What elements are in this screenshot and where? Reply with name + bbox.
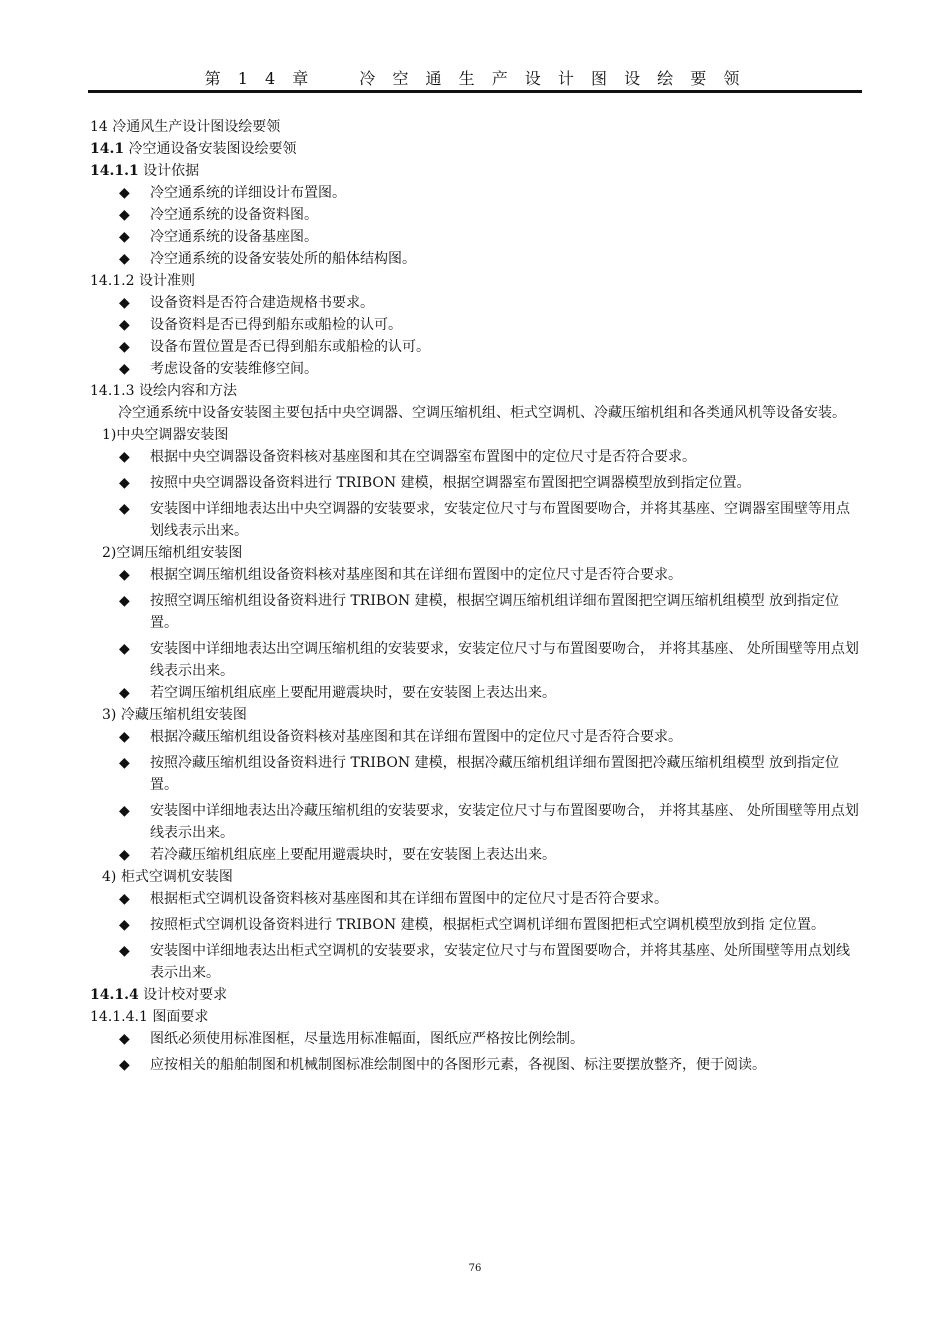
page-number: 76 bbox=[468, 1263, 482, 1274]
document-body bbox=[90, 116, 860, 1076]
subheading-cabinet-air-conditioner: 4) 柜式空调机安装图 bbox=[102, 869, 233, 885]
diamond-bullet-icon: ◆ bbox=[119, 317, 130, 333]
diamond-bullet-icon: ◆ bbox=[119, 729, 130, 745]
heading-14-1-4-title: 设计校对要求 bbox=[138, 987, 228, 1003]
heading-14-1-4-1: 14.1.4.1 图面要求 bbox=[90, 1009, 209, 1025]
diamond-bullet-icon: ◆ bbox=[119, 593, 130, 609]
list-item: ◆ 设备资料是否已得到船东或船检的认可。 bbox=[90, 314, 860, 336]
chapter-number: 第 1 4 章 bbox=[204, 69, 315, 88]
diamond-bullet-icon: ◆ bbox=[119, 185, 130, 201]
list-item: ◆ 冷空通系统的设备基座图。 bbox=[90, 226, 860, 248]
subheading-refrigeration-compressor: 3) 冷藏压缩机组安装图 bbox=[102, 707, 247, 723]
heading-14-1-3: 14.1.3 设绘内容和方法 bbox=[90, 383, 237, 399]
diamond-bullet-icon: ◆ bbox=[119, 501, 130, 517]
list-item: ◆ 根据空调压缩机组设备资料核对基座图和其在详细布置图中的定位尺寸是否符合要求。 bbox=[90, 564, 860, 586]
heading-14-1-4 bbox=[90, 984, 860, 1006]
heading-14-1-4-number: 14.1.4 bbox=[90, 987, 139, 1003]
list-item: ◆ 按照冷藏压缩机组设备资料进行 TRIBON 建模，根据冷藏压缩机组详细布置图把冷藏压缩机组模型 放到指定位置。 bbox=[90, 752, 860, 796]
list-item: ◆ 冷空通系统的详细设计布置图。 bbox=[90, 182, 860, 204]
diamond-bullet-icon: ◆ bbox=[119, 943, 130, 959]
list-item: ◆ 安装图中详细地表达出空调压缩机组的安装要求，安装定位尺寸与布置图要吻合， 并将其基座、 处所围壁等用点划线表示出来。 bbox=[90, 638, 860, 682]
diamond-bullet-icon: ◆ bbox=[119, 1031, 130, 1047]
diamond-bullet-icon: ◆ bbox=[119, 803, 130, 819]
heading-14-1-1-title: 设计依据 bbox=[138, 163, 200, 179]
list-item: ◆ 根据柜式空调机设备资料核对基座图和其在详细布置图中的定位尺寸是否符合要求。 bbox=[90, 888, 860, 910]
list-item: ◆ 图纸必须使用标准图框，尽量选用标准幅面，图纸应严格按比例绘制。 bbox=[90, 1028, 860, 1050]
diamond-bullet-icon: ◆ bbox=[119, 755, 130, 771]
list-item: ◆ 根据中央空调器设备资料核对基座图和其在空调器室布置图中的定位尺寸是否符合要求。 bbox=[90, 446, 860, 468]
diamond-bullet-icon: ◆ bbox=[119, 229, 130, 245]
heading-14-1-number: 14.1 bbox=[90, 141, 125, 157]
diamond-bullet-icon: ◆ bbox=[119, 449, 130, 465]
diamond-bullet-icon: ◆ bbox=[119, 567, 130, 583]
list-item: ◆ 设备资料是否符合建造规格书要求。 bbox=[90, 292, 860, 314]
subheading-central-air-conditioner: 1)中央空调器安装图 bbox=[102, 427, 229, 443]
list-item: ◆ 按照中央空调器设备资料进行 TRIBON 建模，根据空调器室布置图把空调器模型放到指定位置。 bbox=[90, 472, 860, 494]
intro-paragraph: 冷空通系统中设备安装图主要包括中央空调器、空调压缩机组、柜式空调机、冷藏压缩机组和各类通风机等设备安装。 bbox=[118, 405, 846, 421]
diamond-bullet-icon: ◆ bbox=[119, 361, 130, 377]
heading-14: 14 冷通风生产设计图设绘要领 bbox=[90, 119, 281, 135]
list-item: ◆ 若空调压缩机组底座上要配用避震块时，要在安装图上表达出来。 bbox=[90, 682, 860, 704]
diamond-bullet-icon: ◆ bbox=[119, 685, 130, 701]
heading-14-1-title: 冷空通设备安装图设绘要领 bbox=[124, 141, 297, 157]
list-item: ◆ 根据冷藏压缩机组设备资料核对基座图和其在详细布置图中的定位尺寸是否符合要求。 bbox=[90, 726, 860, 748]
diamond-bullet-icon: ◆ bbox=[119, 847, 130, 863]
subheading-ac-compressor: 2)空调压缩机组安装图 bbox=[102, 545, 243, 561]
diamond-bullet-icon: ◆ bbox=[119, 1057, 130, 1073]
list-item: ◆ 安装图中详细地表达出中央空调器的安装要求，安装定位尺寸与布置图要吻合，并将其基座、空调器室围壁等用点划线表示出来。 bbox=[90, 498, 860, 542]
heading-14-1-2: 14.1.2 设计准则 bbox=[90, 273, 195, 289]
diamond-bullet-icon: ◆ bbox=[119, 475, 130, 491]
list-item: ◆ 按照空调压缩机组设备资料进行 TRIBON 建模，根据空调压缩机组详细布置图把空调压缩机组模型 放到指定位置。 bbox=[90, 590, 860, 634]
list-item: ◆ 安装图中详细地表达出柜式空调机的安装要求，安装定位尺寸与布置图要吻合，并将其基座、处所围壁等用点划线表示出来。 bbox=[90, 940, 860, 984]
list-item: ◆ 若冷藏压缩机组底座上要配用避震块时，要在安装图上表达出来。 bbox=[90, 844, 860, 866]
diamond-bullet-icon: ◆ bbox=[119, 917, 130, 933]
chapter-title: 冷 空 通 生 产 设 计 图 设 绘 要 领 bbox=[359, 69, 746, 88]
heading-14-1 bbox=[90, 138, 860, 160]
heading-14-1-1-number: 14.1.1 bbox=[90, 163, 139, 179]
diamond-bullet-icon: ◆ bbox=[119, 251, 130, 267]
list-item: ◆ 设备布置位置是否已得到船东或船检的认可。 bbox=[90, 336, 860, 358]
list-item: ◆ 冷空通系统的设备安装处所的船体结构图。 bbox=[90, 248, 860, 270]
list-item: ◆ 安装图中详细地表达出冷藏压缩机组的安装要求，安装定位尺寸与布置图要吻合， 并将其基座、 处所围壁等用点划线表示出来。 bbox=[90, 800, 860, 844]
list-item: ◆ 按照柜式空调机设备资料进行 TRIBON 建模，根据柜式空调机详细布置图把柜式空调机模型放到指 定位置。 bbox=[90, 914, 860, 936]
list-item: ◆ 冷空通系统的设备资料图。 bbox=[90, 204, 860, 226]
diamond-bullet-icon: ◆ bbox=[119, 641, 130, 657]
heading-14-1-1 bbox=[90, 160, 860, 182]
page-header bbox=[88, 66, 862, 93]
diamond-bullet-icon: ◆ bbox=[119, 891, 130, 907]
list-item: ◆ 考虑设备的安装维修空间。 bbox=[90, 358, 860, 380]
diamond-bullet-icon: ◆ bbox=[119, 339, 130, 355]
diamond-bullet-icon: ◆ bbox=[119, 207, 130, 223]
list-item: ◆ 应按相关的船舶制图和机械制图标准绘制图中的各图形元素，各视图、标注要摆放整齐，便于阅读。 bbox=[90, 1054, 860, 1076]
diamond-bullet-icon: ◆ bbox=[119, 295, 130, 311]
